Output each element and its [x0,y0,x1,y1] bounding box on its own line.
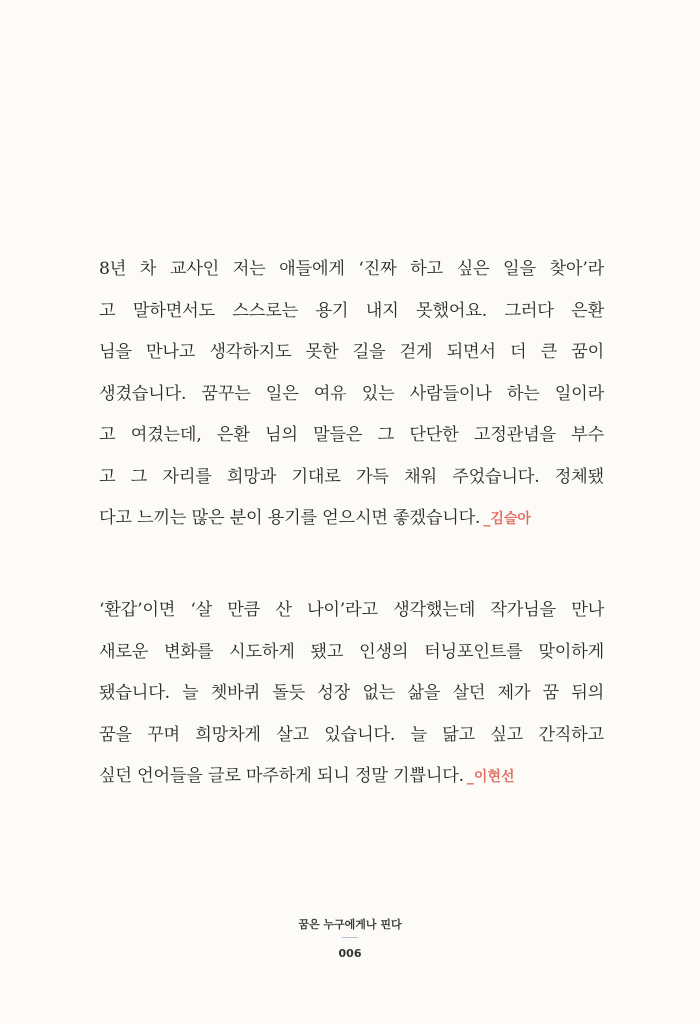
body-text-line: 고 여겼는데, 은환 님의 말들은 그 단단한 고정관념을 부수 [99,425,604,445]
body-text-line: 8년 차 교사인 저는 애들에게 ‘진짜 하고 싶은 일을 찾아’라 [99,259,604,279]
testimonial-kim-seula [99,249,604,540]
body-text-last-line [99,498,604,540]
body-text-line: 새로운 변화를 시도하게 됐고 인생의 터닝포인트를 맞이하게 [99,641,604,662]
body-text-line: 고 말하면서도 스스로는 용기 내지 못했어요. 그러다 은환 [99,300,604,321]
body-text-line: 됐습니다. 늘 쳇바퀴 돌듯 성장 없는 삶을 살던 제가 꿈 뒤의 [99,683,604,703]
author-signature: _김슬아 [483,511,531,527]
page-number: 006 [338,947,362,960]
author-signature: _이현선 [466,769,515,785]
body-text: 싶던 언어들을 글로 마주하게 되니 정말 기쁩니다. [99,766,464,786]
body-text-line: 생겼습니다. 꿈꾸는 일은 여유 있는 사람들이나 하는 일이라 [99,383,604,404]
body-text-last-line [99,756,604,798]
body-text-line: ‘환갑’이면 ‘살 만큼 산 나이’라고 생각했는데 작가님을 만나 [99,600,604,620]
testimonial-lee-hyunseon [99,590,604,798]
body-text-line: 고 그 자리를 희망과 기대로 가득 채워 주었습니다. 정체됐 [99,466,604,487]
body-text-line: 꿈을 꾸며 희망차게 살고 있습니다. 늘 닮고 싶고 간직하고 [99,724,604,745]
body-text: 다고 느끼는 많은 분이 용기를 얻으시면 좋겠습니다. [99,508,481,528]
footer-divider [342,937,358,938]
body-text-line: 님을 만나고 생각하지도 못한 길을 걷게 되면서 더 큰 꿈이 [99,342,604,362]
footer-book-title: 꿈은 누구에게나 핀다 [298,918,402,931]
